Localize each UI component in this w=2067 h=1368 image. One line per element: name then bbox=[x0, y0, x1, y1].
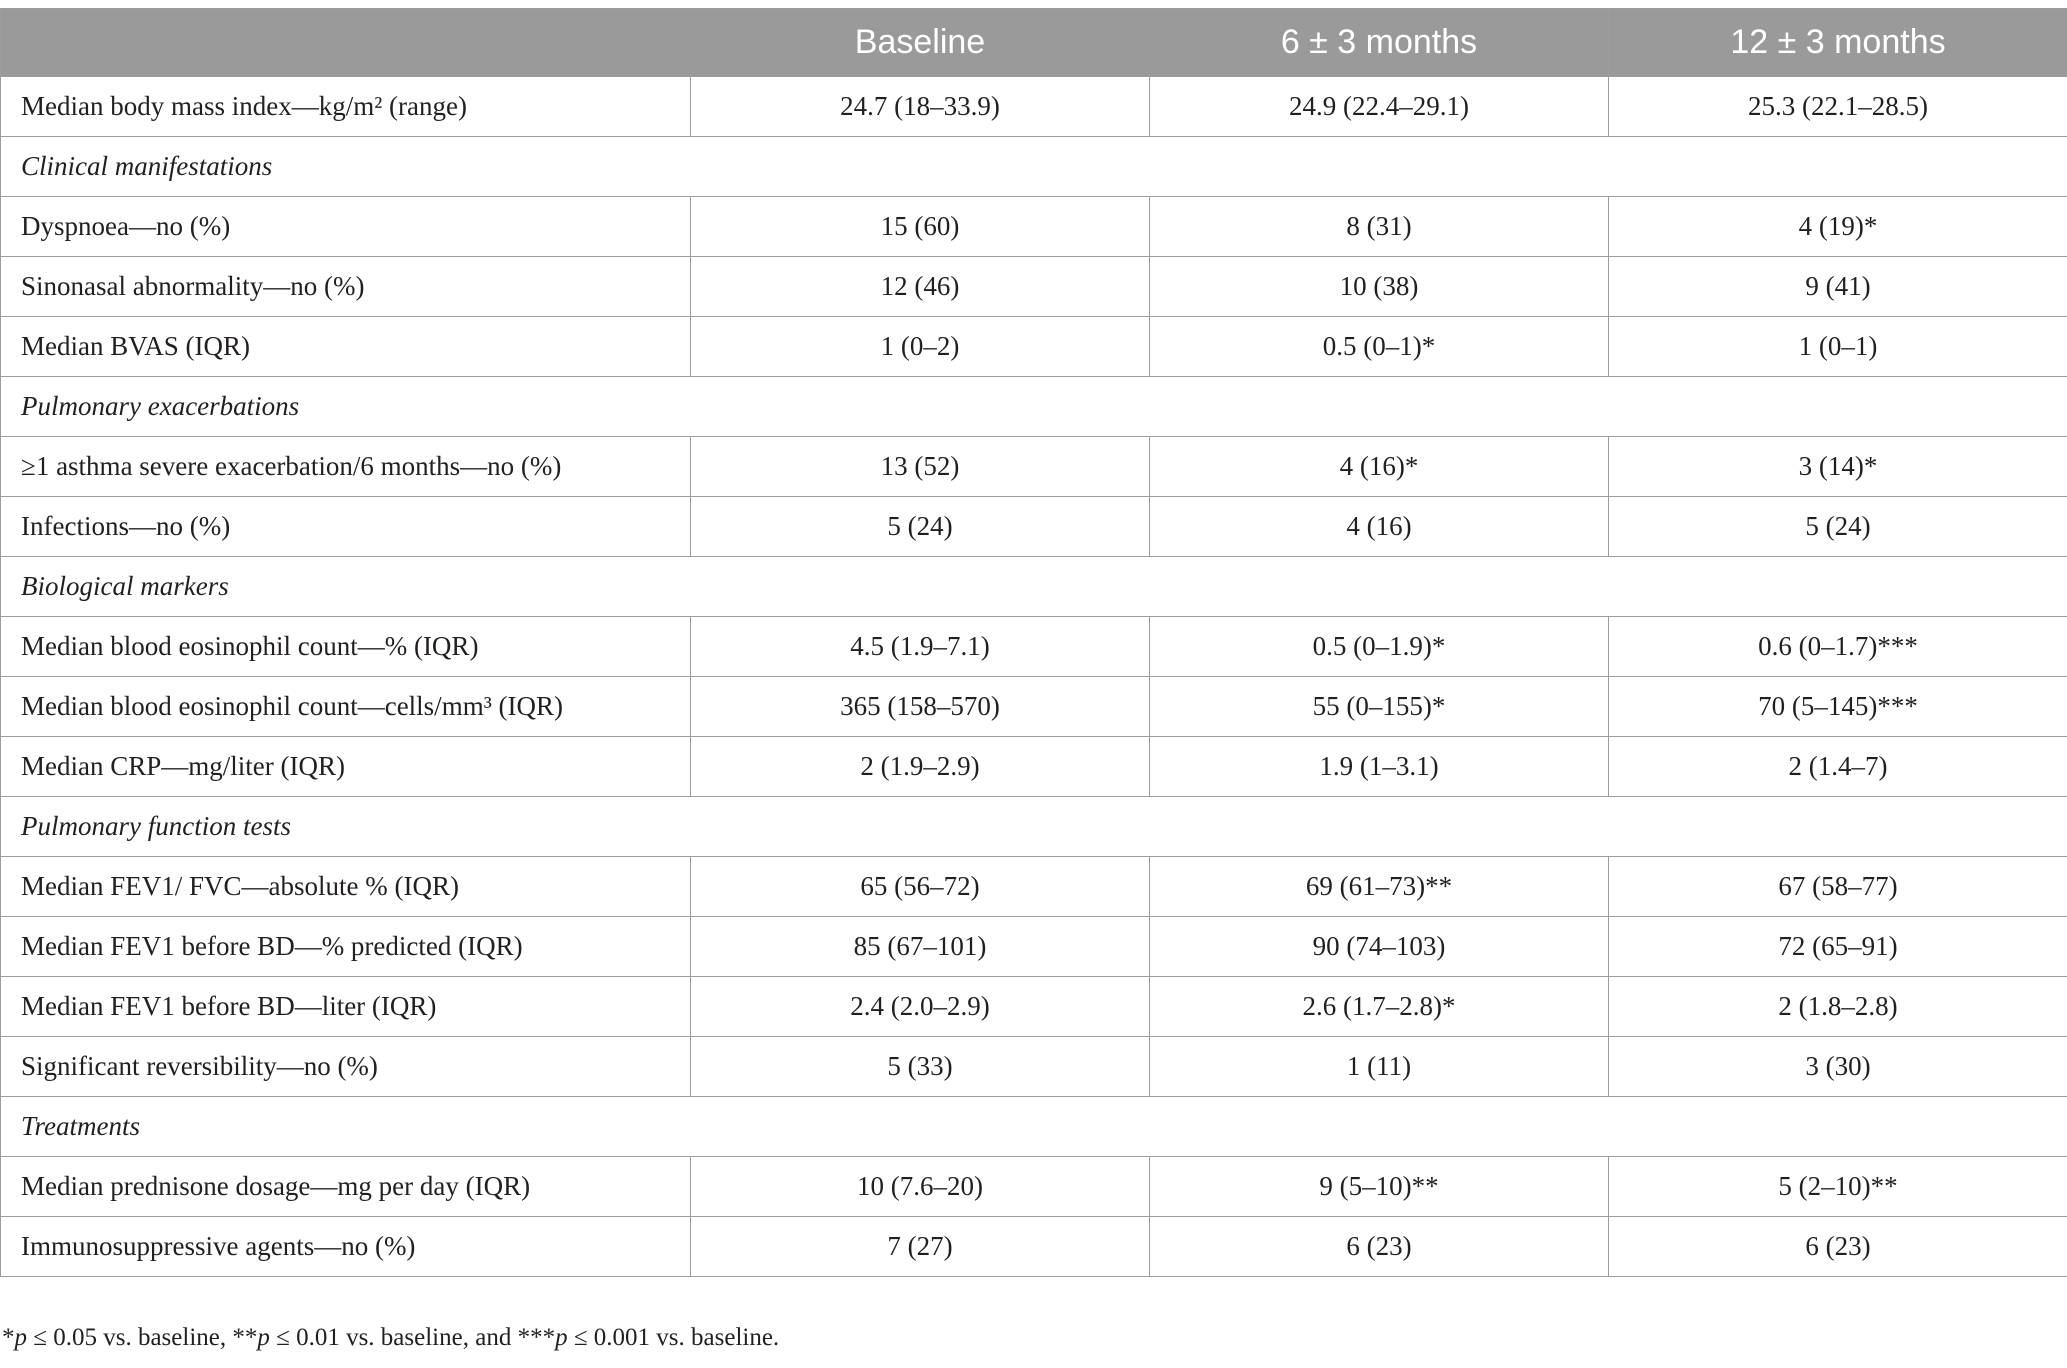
section-heading: Pulmonary function tests bbox=[1, 797, 2067, 857]
twelve-month-value: 3 (14)* bbox=[1609, 437, 2067, 497]
twelve-month-value: 72 (65–91) bbox=[1609, 917, 2067, 977]
table-row bbox=[1, 437, 2067, 497]
six-month-value: 10 (38) bbox=[1150, 257, 1609, 317]
table-header-row bbox=[1, 9, 2067, 77]
baseline-value: 2 (1.9–2.9) bbox=[691, 737, 1150, 797]
table-row bbox=[1, 1157, 2067, 1217]
footnote-text: ≤ 0.001 vs. baseline. bbox=[567, 1324, 780, 1351]
twelve-month-value: 4 (19)* bbox=[1609, 197, 2067, 257]
baseline-value: 365 (158–570) bbox=[691, 677, 1150, 737]
twelve-month-value: 67 (58–77) bbox=[1609, 857, 2067, 917]
row-label: Median FEV1 before BD—% predicted (IQR) bbox=[1, 917, 691, 977]
footnote-p-symbol: p bbox=[14, 1324, 27, 1351]
row-label: Significant reversibility—no (%) bbox=[1, 1037, 691, 1097]
twelve-month-value: 0.6 (0–1.7)*** bbox=[1609, 617, 2067, 677]
row-label: Median blood eosinophil count—% (IQR) bbox=[1, 617, 691, 677]
section-heading: Biological markers bbox=[1, 557, 2067, 617]
row-label: Median BVAS (IQR) bbox=[1, 317, 691, 377]
six-month-value: 1.9 (1–3.1) bbox=[1150, 737, 1609, 797]
six-month-value: 2.6 (1.7–2.8)* bbox=[1150, 977, 1609, 1037]
twelve-month-value: 25.3 (22.1–28.5) bbox=[1609, 77, 2067, 137]
footnote-p-symbol: p bbox=[257, 1324, 270, 1351]
baseline-value: 24.7 (18–33.9) bbox=[691, 77, 1150, 137]
header-cell-label bbox=[1, 9, 691, 77]
section-row bbox=[1, 557, 2067, 617]
table-row bbox=[1, 677, 2067, 737]
row-label: Median FEV1/ FVC—absolute % (IQR) bbox=[1, 857, 691, 917]
six-month-value: 6 (23) bbox=[1150, 1217, 1609, 1277]
six-month-value: 4 (16)* bbox=[1150, 437, 1609, 497]
baseline-value: 13 (52) bbox=[691, 437, 1150, 497]
section-heading: Pulmonary exacerbations bbox=[1, 377, 2067, 437]
six-month-value: 8 (31) bbox=[1150, 197, 1609, 257]
section-heading: Clinical manifestations bbox=[1, 137, 2067, 197]
baseline-value: 5 (24) bbox=[691, 497, 1150, 557]
table-body bbox=[1, 77, 2067, 1277]
twelve-month-value: 2 (1.4–7) bbox=[1609, 737, 2067, 797]
twelve-month-value: 3 (30) bbox=[1609, 1037, 2067, 1097]
table-row bbox=[1, 917, 2067, 977]
baseline-value: 4.5 (1.9–7.1) bbox=[691, 617, 1150, 677]
table-row bbox=[1, 77, 2067, 137]
six-month-value: 24.9 (22.4–29.1) bbox=[1150, 77, 1609, 137]
baseline-value: 1 (0–2) bbox=[691, 317, 1150, 377]
row-label: ≥1 asthma severe exacerbation/6 months—no (%) bbox=[1, 437, 691, 497]
footnote-text: ≤ 0.01 vs. baseline, and *** bbox=[269, 1324, 556, 1351]
table-row bbox=[1, 497, 2067, 557]
row-label: Median blood eosinophil count—cells/mm³ (IQR) bbox=[1, 677, 691, 737]
six-month-value: 90 (74–103) bbox=[1150, 917, 1609, 977]
baseline-value: 5 (33) bbox=[691, 1037, 1150, 1097]
row-label: Infections—no (%) bbox=[1, 497, 691, 557]
section-row bbox=[1, 137, 2067, 197]
twelve-month-value: 5 (24) bbox=[1609, 497, 2067, 557]
six-month-value: 55 (0–155)* bbox=[1150, 677, 1609, 737]
baseline-value: 12 (46) bbox=[691, 257, 1150, 317]
baseline-value: 65 (56–72) bbox=[691, 857, 1150, 917]
table-row bbox=[1, 857, 2067, 917]
header-cell-12-months: 12 ± 3 months bbox=[1609, 9, 2067, 77]
six-month-value: 69 (61–73)** bbox=[1150, 857, 1609, 917]
baseline-value: 2.4 (2.0–2.9) bbox=[691, 977, 1150, 1037]
table-footnote bbox=[2, 1323, 779, 1353]
table-row bbox=[1, 617, 2067, 677]
six-month-value: 1 (11) bbox=[1150, 1037, 1609, 1097]
baseline-value: 7 (27) bbox=[691, 1217, 1150, 1277]
table-row bbox=[1, 197, 2067, 257]
twelve-month-value: 1 (0–1) bbox=[1609, 317, 2067, 377]
six-month-value: 9 (5–10)** bbox=[1150, 1157, 1609, 1217]
table-row bbox=[1, 977, 2067, 1037]
baseline-value: 10 (7.6–20) bbox=[691, 1157, 1150, 1217]
footnote-text: ≤ 0.05 vs. baseline, ** bbox=[27, 1324, 258, 1351]
row-label: Immunosuppressive agents—no (%) bbox=[1, 1217, 691, 1277]
twelve-month-value: 6 (23) bbox=[1609, 1217, 2067, 1277]
six-month-value: 0.5 (0–1.9)* bbox=[1150, 617, 1609, 677]
results-table bbox=[0, 8, 2067, 1277]
twelve-month-value: 5 (2–10)** bbox=[1609, 1157, 2067, 1217]
row-label: Dyspnoea—no (%) bbox=[1, 197, 691, 257]
table-row bbox=[1, 257, 2067, 317]
twelve-month-value: 9 (41) bbox=[1609, 257, 2067, 317]
row-label: Median FEV1 before BD—liter (IQR) bbox=[1, 977, 691, 1037]
footnote-p-symbol: p bbox=[555, 1324, 568, 1351]
six-month-value: 0.5 (0–1)* bbox=[1150, 317, 1609, 377]
row-label: Median CRP—mg/liter (IQR) bbox=[1, 737, 691, 797]
six-month-value: 4 (16) bbox=[1150, 497, 1609, 557]
section-row bbox=[1, 377, 2067, 437]
twelve-month-value: 70 (5–145)*** bbox=[1609, 677, 2067, 737]
header-cell-baseline: Baseline bbox=[691, 9, 1150, 77]
row-label: Sinonasal abnormality—no (%) bbox=[1, 257, 691, 317]
table-row bbox=[1, 1217, 2067, 1277]
section-row bbox=[1, 797, 2067, 857]
section-row bbox=[1, 1097, 2067, 1157]
table-row bbox=[1, 317, 2067, 377]
twelve-month-value: 2 (1.8–2.8) bbox=[1609, 977, 2067, 1037]
row-label: Median body mass index—kg/m² (range) bbox=[1, 77, 691, 137]
header-cell-6-months: 6 ± 3 months bbox=[1150, 9, 1609, 77]
footnote-text: * bbox=[2, 1324, 15, 1351]
table-row bbox=[1, 1037, 2067, 1097]
table-row bbox=[1, 737, 2067, 797]
section-heading: Treatments bbox=[1, 1097, 2067, 1157]
baseline-value: 15 (60) bbox=[691, 197, 1150, 257]
row-label: Median prednisone dosage—mg per day (IQR) bbox=[1, 1157, 691, 1217]
baseline-value: 85 (67–101) bbox=[691, 917, 1150, 977]
